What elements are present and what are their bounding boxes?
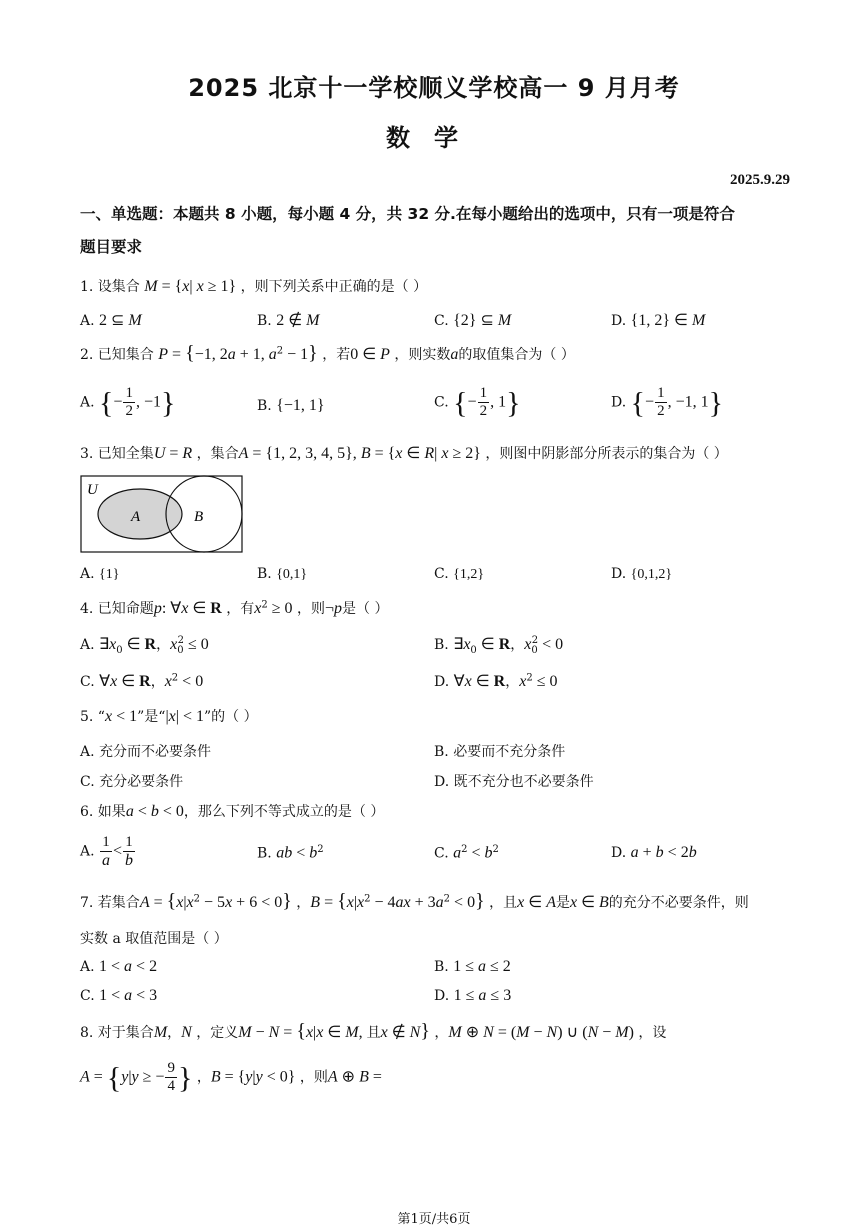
question-5-stem: 5. “x < 1”是“|x| < 1”的（ ） [80,708,258,725]
venn-label-u: U [87,482,98,498]
question-8-stem: 8. 对于集合M，N ，定义M − N = {x|x ∈ M, 且x ∉ N} ，M ⊕ N = (M − N) ∪ (N − M) ，设 [80,1020,667,1042]
question-1-option-d: D. {1, 2} ∈ M [611,312,706,329]
question-3-option-c: C. {1,2} [434,566,485,582]
question-7-stem: 7. 若集合$A = \{x|x^2 - 5x + 6 < 0\}$ ，$B = \{x|x^2 - 4ax + 3a^2 < 0\}$ ，且x ∈ A是x ∈ B的充分不必要条件，则 [80,890,749,912]
page-footer: 第1页/共6页 [397,1212,471,1227]
question-7-option-c: C. 1 < a < 3 [80,987,158,1004]
question-4-option-a: A. $\exists x_0$ ∈ R，$x_0^2 \le 0$ [80,635,209,656]
subject-heading: 数学 [386,124,482,152]
question-7-stem-line2: 实数 a 取值范围是（ ） [80,931,228,947]
question-7-option-b: B. 1 ≤ a ≤ 2 [434,958,511,975]
question-5-option-c: C. 充分必要条件 [80,774,184,790]
question-6-option-b: B. ab < $b^2$ [257,844,324,862]
question-1-option-b: B. 2 ∉ M [257,312,320,329]
question-6-option-d: D. a + b < 2b [611,844,697,861]
venn-diagram [80,474,244,554]
question-3-option-b: B. {0,1} [257,566,308,582]
question-5-option-b: B. 必要而不充分条件 [434,744,566,760]
question-8-stem-line2: A = {y|y ≥ − $\frac{9}{4}$ } ，B = {y|y < 0} ，则A ⊕ B = [80,1060,382,1095]
venn-label-a: A [131,509,141,525]
question-3-option-d: D. {0,1,2} [611,566,673,582]
exam-date: 2025.9.29 [730,172,790,188]
question-1-option-a: A. 2 ⊆ M [80,312,142,329]
question-6-option-a: A. $\frac{1}{a}$ < $\frac{1}{b}$ [80,834,134,869]
question-4-option-c: C. ∀x ∈ R，$x^2 < 0$ [80,672,204,690]
section-heading-line1: 一、单选题：本题共 8 小题，每小题 4 分，共 32 分.在每小题给出的选项中，只有一项是符合 [80,205,735,223]
question-1-option-c: C. {2} ⊆ M [434,312,512,329]
question-2-option-a: A. {− $\frac{1}{2}$ , −1} [80,385,176,420]
question-2-option-c: C. {− $\frac{1}{2}$ , 1} [434,385,521,420]
question-4-option-d: D. ∀x ∈ R，$x^2 \le 0$ [434,672,558,690]
question-7-option-d: D. 1 ≤ a ≤ 3 [434,987,512,1004]
question-2-option-b: B. {−1, 1} [257,397,325,414]
section-heading-line2: 题目要求 [80,238,143,256]
question-5-option-a: A. 充分而不必要条件 [80,744,212,760]
question-4-stem: 4. 已知命题p: ∀x ∈ R ，有$x^2 \ge 0$ ，则¬p是（ ） [80,599,389,617]
question-7-option-a: A. 1 < a < 2 [80,958,158,975]
question-6-option-c: C. $a^2 < b^2$ [434,844,499,862]
question-2-option-d: D. {− $\frac{1}{2}$ , −1, 1} [611,385,724,420]
question-1-stem: 1. 设集合 M = {x| x ≥ 1} ，则下列关系中正确的是（ ） [80,278,428,295]
document-title: 2025 北京十一学校顺义学校高一 9 月月考 [188,74,680,102]
question-4-option-b: B. $\exists x_0$ ∈ R，$x_0^2 < 0$ [434,635,564,656]
question-3-stem: 3. 已知全集U = R ，集合A = {1, 2, 3, 4, 5}, B = {x ∈ R| x ≥ 2} ，则图中阴影部分所表示的集合为（ ） [80,445,728,462]
question-3-option-a: A. {1} [80,566,120,582]
venn-label-b: B [194,509,204,525]
question-2-stem: 2. 已知集合 P = {−1, 2a + 1, $a^2 - 1$} ，若0 ∈ P ，则实数a的取值集合为（ ） [80,342,575,364]
question-5-option-d: D. 既不充分也不必要条件 [434,774,594,790]
question-6-stem: 6. 如果a < b < 0，那么下列不等式成立的是（ ） [80,803,385,820]
